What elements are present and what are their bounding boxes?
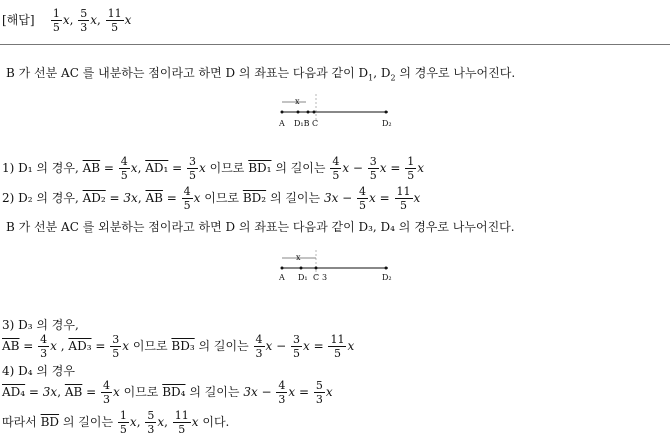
point-c	[315, 267, 318, 270]
case-3: $\overline{AB}$ = $\frac{4}{3}$ x , AD₃ = $\frac{3}{5}$ x 이므로 BD₃ 의 길이는 $\frac{4}{3}$ x − $\frac{3}{5}$ x = $\frac{11}{5}$ x	[2, 333, 355, 360]
point-c	[313, 111, 316, 114]
answer-label: [해답]	[2, 13, 35, 27]
case-2: 2) D₂ 의 경우, AD₂ = 3x, $\overline{AB}$ = $\frac{4}{5}$ x 이므로 BD₂ 의 길이는 3x − $\frac{4}{5}$ x = $\frac{11}{5}$ x	[2, 185, 421, 212]
label-d1bc: D₁B C	[294, 119, 319, 128]
point-d1	[300, 267, 303, 270]
fraction: $\frac{1}{5}$	[52, 7, 60, 34]
case-4-head: 4) D₄ 의 경우	[2, 364, 75, 378]
external-intro: B 가 선분 AC 를 외분하는 점이라고 하면 D 의 좌표는 다음과 같이 D₃, D₄ 의 경우로 나누어진다.	[6, 220, 515, 234]
external-division-figure	[276, 248, 396, 288]
point-a	[281, 267, 284, 270]
label-d2: D₂	[382, 273, 392, 282]
point-d2	[385, 111, 388, 114]
label-d2: D₂	[382, 119, 392, 128]
label-three: 3	[322, 273, 328, 282]
case-1: 1) D₁ 의 경우, $\overline{AB}$ = $\frac{4}{5}$ x, AD₁ = $\frac{3}{5}$ x 이므로 BD₁ 의 길이는 $\frac{4}{5}$ x − $\frac{3}{5}$ x = $\frac{1}{5}$ x	[2, 155, 425, 182]
internal-intro: B 가 선분 AC 를 내분하는 점이라고 하면 D 의 좌표는 다음과 같이 $D_1$, $D_2$ 의 경우로 나누어진다.	[6, 66, 516, 83]
divider	[0, 44, 670, 45]
figure-x-label: x	[296, 253, 301, 262]
fraction: $\frac{5}{3}$	[80, 7, 88, 34]
internal-division-figure	[276, 92, 396, 132]
label-d1: D₁	[298, 273, 308, 282]
case-4: AD₄ = 3x, $\overline{AB}$ = $\frac{4}{3}$ x 이므로 BD₄ 의 길이는 3x − $\frac{4}{3}$ x = $\frac{5}{3}$ x	[2, 379, 333, 406]
label-a: A	[279, 119, 285, 128]
point-d1	[297, 111, 300, 114]
case-3-head: 3) D₃ 의 경우,	[2, 318, 79, 332]
point-d2	[385, 267, 388, 270]
label-a: A	[279, 273, 285, 282]
conclusion: 따라서 $\overline{BD}$ 의 길이는 $\frac{1}{5}$ x, $\frac{5}{3}$ x, $\frac{11}{5}$ x 이다.	[2, 409, 230, 436]
point-a	[281, 111, 284, 114]
figure-x-label: x	[295, 97, 300, 106]
answer-header: [해답] $\frac{1}{5}$ x, $\frac{5}{3}$ x, $\frac{11}{5}$ x	[2, 7, 132, 34]
fraction: $\frac{11}{5}$	[107, 7, 122, 34]
point-b	[307, 111, 310, 114]
label-c: C	[313, 273, 320, 282]
